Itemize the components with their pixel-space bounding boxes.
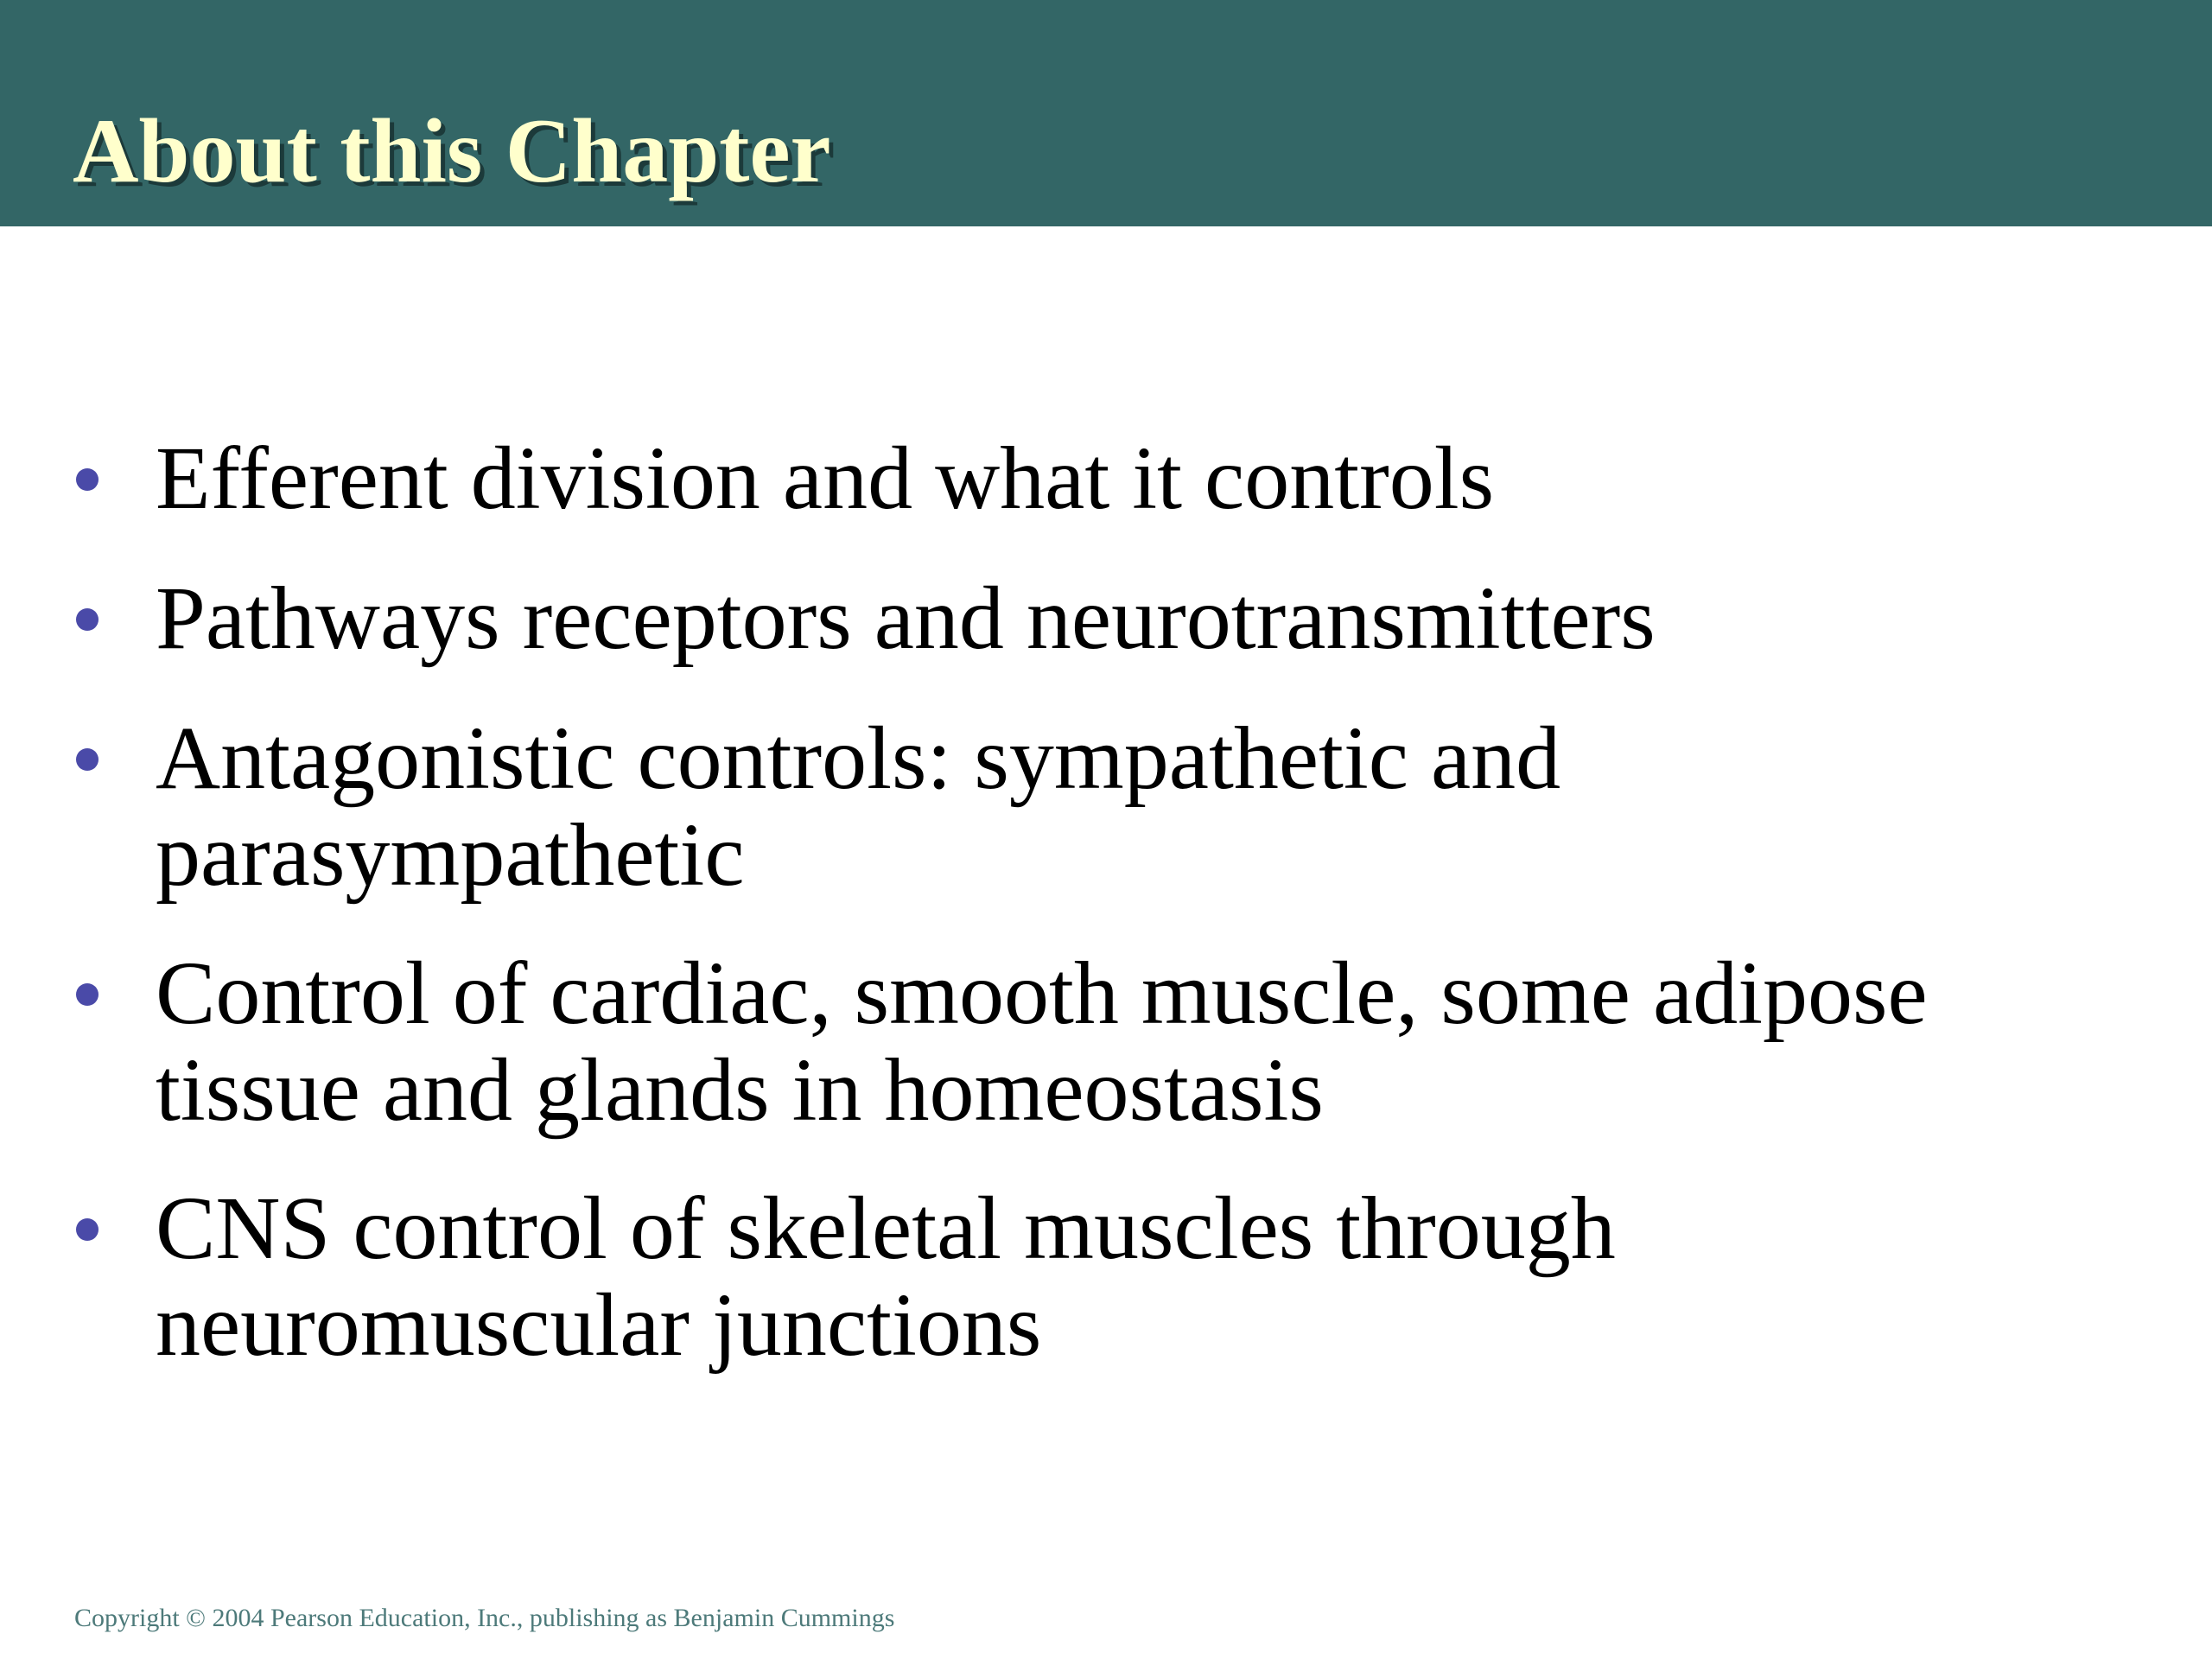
bullet-line: tissue and glands in homeostasis [156, 1040, 1324, 1140]
bullet-point-icon [76, 748, 99, 771]
bullet-line: Pathways receptors and neurotransmitters [156, 569, 1656, 668]
copyright-footer: Copyright © 2004 Pearson Education, Inc., publishing as Benjamin Cummings [74, 1604, 895, 1632]
bullet-text [156, 570, 2126, 667]
bullet-line: Antagonistic controls: sympathetic and [156, 709, 1561, 808]
bullet-line: Control of cardiac, smooth muscle, some adipose [156, 944, 1928, 1043]
bullet-line: parasympathetic [156, 805, 745, 905]
bullet-text [156, 1180, 2126, 1374]
bullet-line: Efferent division and what it controls [156, 429, 1495, 528]
bullet-line: neuromuscular junctions [156, 1275, 1042, 1375]
bullet-point-icon [76, 468, 99, 491]
bullet-point-icon [76, 1218, 99, 1241]
bullet-line: CNS control of skeletal muscles through [156, 1179, 1616, 1278]
bullet-point-icon [76, 608, 99, 631]
bullet-text [156, 430, 2126, 527]
bullet-text [156, 945, 2126, 1139]
bullet-text [156, 710, 2126, 904]
slide-title: About this Chapter [73, 100, 831, 201]
bullet-point-icon [76, 983, 99, 1006]
header-band [0, 0, 2212, 226]
